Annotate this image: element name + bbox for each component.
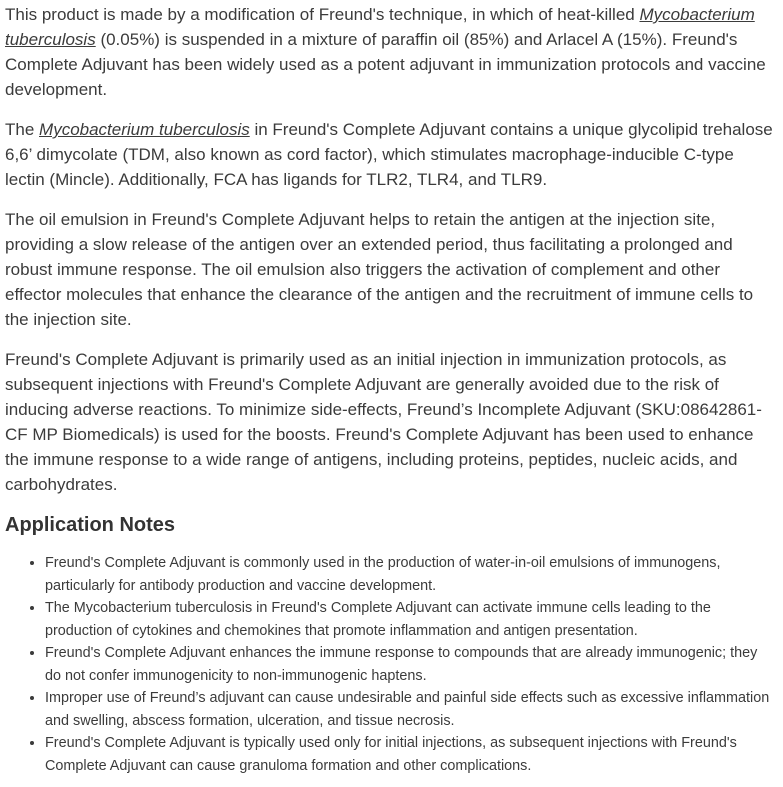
- paragraph-text: This product is made by a modification of Freund's technique, in which of heat-killed: [5, 5, 640, 24]
- paragraph-text: (0.05%) is suspended in a mixture of paraffin oil (85%) and Arlacel A (15%). Freund's Complete Adjuvant has been widely used as a potent adjuvant in immunization protocols and vaccine development.: [5, 30, 766, 99]
- mycobacterium-link[interactable]: Mycobacterium tuberculosis: [5, 5, 755, 49]
- list-item: • Freund's Complete Adjuvant is commonly used in the production of water-in-oil emulsions of immunogens, particularly for antibody production and vaccine development.: [45, 552, 775, 597]
- list-item: • Improper use of Freund’s adjuvant can cause undesirable and painful side effects such as excessive inflammation and swelling, abscess formation, ulceration, and tissue necrosis.: [45, 687, 775, 732]
- description-paragraph-4: Freund's Complete Adjuvant is primarily used as an initial injection in immunization protocols, as subsequent injections with Freund's Complete Adjuvant are generally avoided due to the risk of inducing adverse reactions. To minimize side-effects, Freund’s Incomplete Adjuvant (SKU:08642861-CF MP Biomedicals) is used for the boosts. Freund's Complete Adjuvant has been used to enhance the immune response to a wide range of antigens, including proteins, peptides, nucleic acids, and carbohydrates.: [5, 350, 762, 494]
- paragraph-text: The: [5, 120, 40, 139]
- application-notes-list: [5, 552, 775, 777]
- paragraph-text: in Freund's Complete Adjuvant contains a unique glycolipid trehalose 6,6’ dimycolate (TDM, also known as cord factor), which stimulates macrophage-inducible C-type lectin (Mincle). Additionally, FCA has ligands for TLR2, TLR4, and TLR9.: [5, 120, 773, 189]
- application-notes-heading: Application Notes: [5, 514, 176, 536]
- list-item: • The Mycobacterium tuberculosis in Freund's Complete Adjuvant can activate immune cells leading to the production of cytokines and chemokines that promote inflammation and antigen presentation.: [45, 597, 775, 642]
- product-description: [5, 2, 775, 777]
- description-paragraph-2: [5, 117, 775, 192]
- description-paragraph-3: The oil emulsion in Freund's Complete Adjuvant helps to retain the antigen at the injection site, providing a slow release of the antigen over an extended period, thus facilitating a prolonged and robust immune response. The oil emulsion also triggers the activation of complement and other effector molecules that enhance the clearance of the antigen and the recruitment of immune cells to the injection site.: [5, 210, 754, 329]
- list-item: • Freund's Complete Adjuvant enhances the immune response to compounds that are already immunogenic; they do not confer immunogenicity to non-immunogenic haptens.: [45, 642, 775, 687]
- description-paragraph-1: [5, 2, 775, 102]
- mycobacterium-link[interactable]: Mycobacterium tuberculosis: [39, 120, 250, 139]
- list-item: • Freund's Complete Adjuvant is typically used only for initial injections, as subsequent injections with Freund's Complete Adjuvant can cause granuloma formation and other complications.: [45, 732, 775, 777]
